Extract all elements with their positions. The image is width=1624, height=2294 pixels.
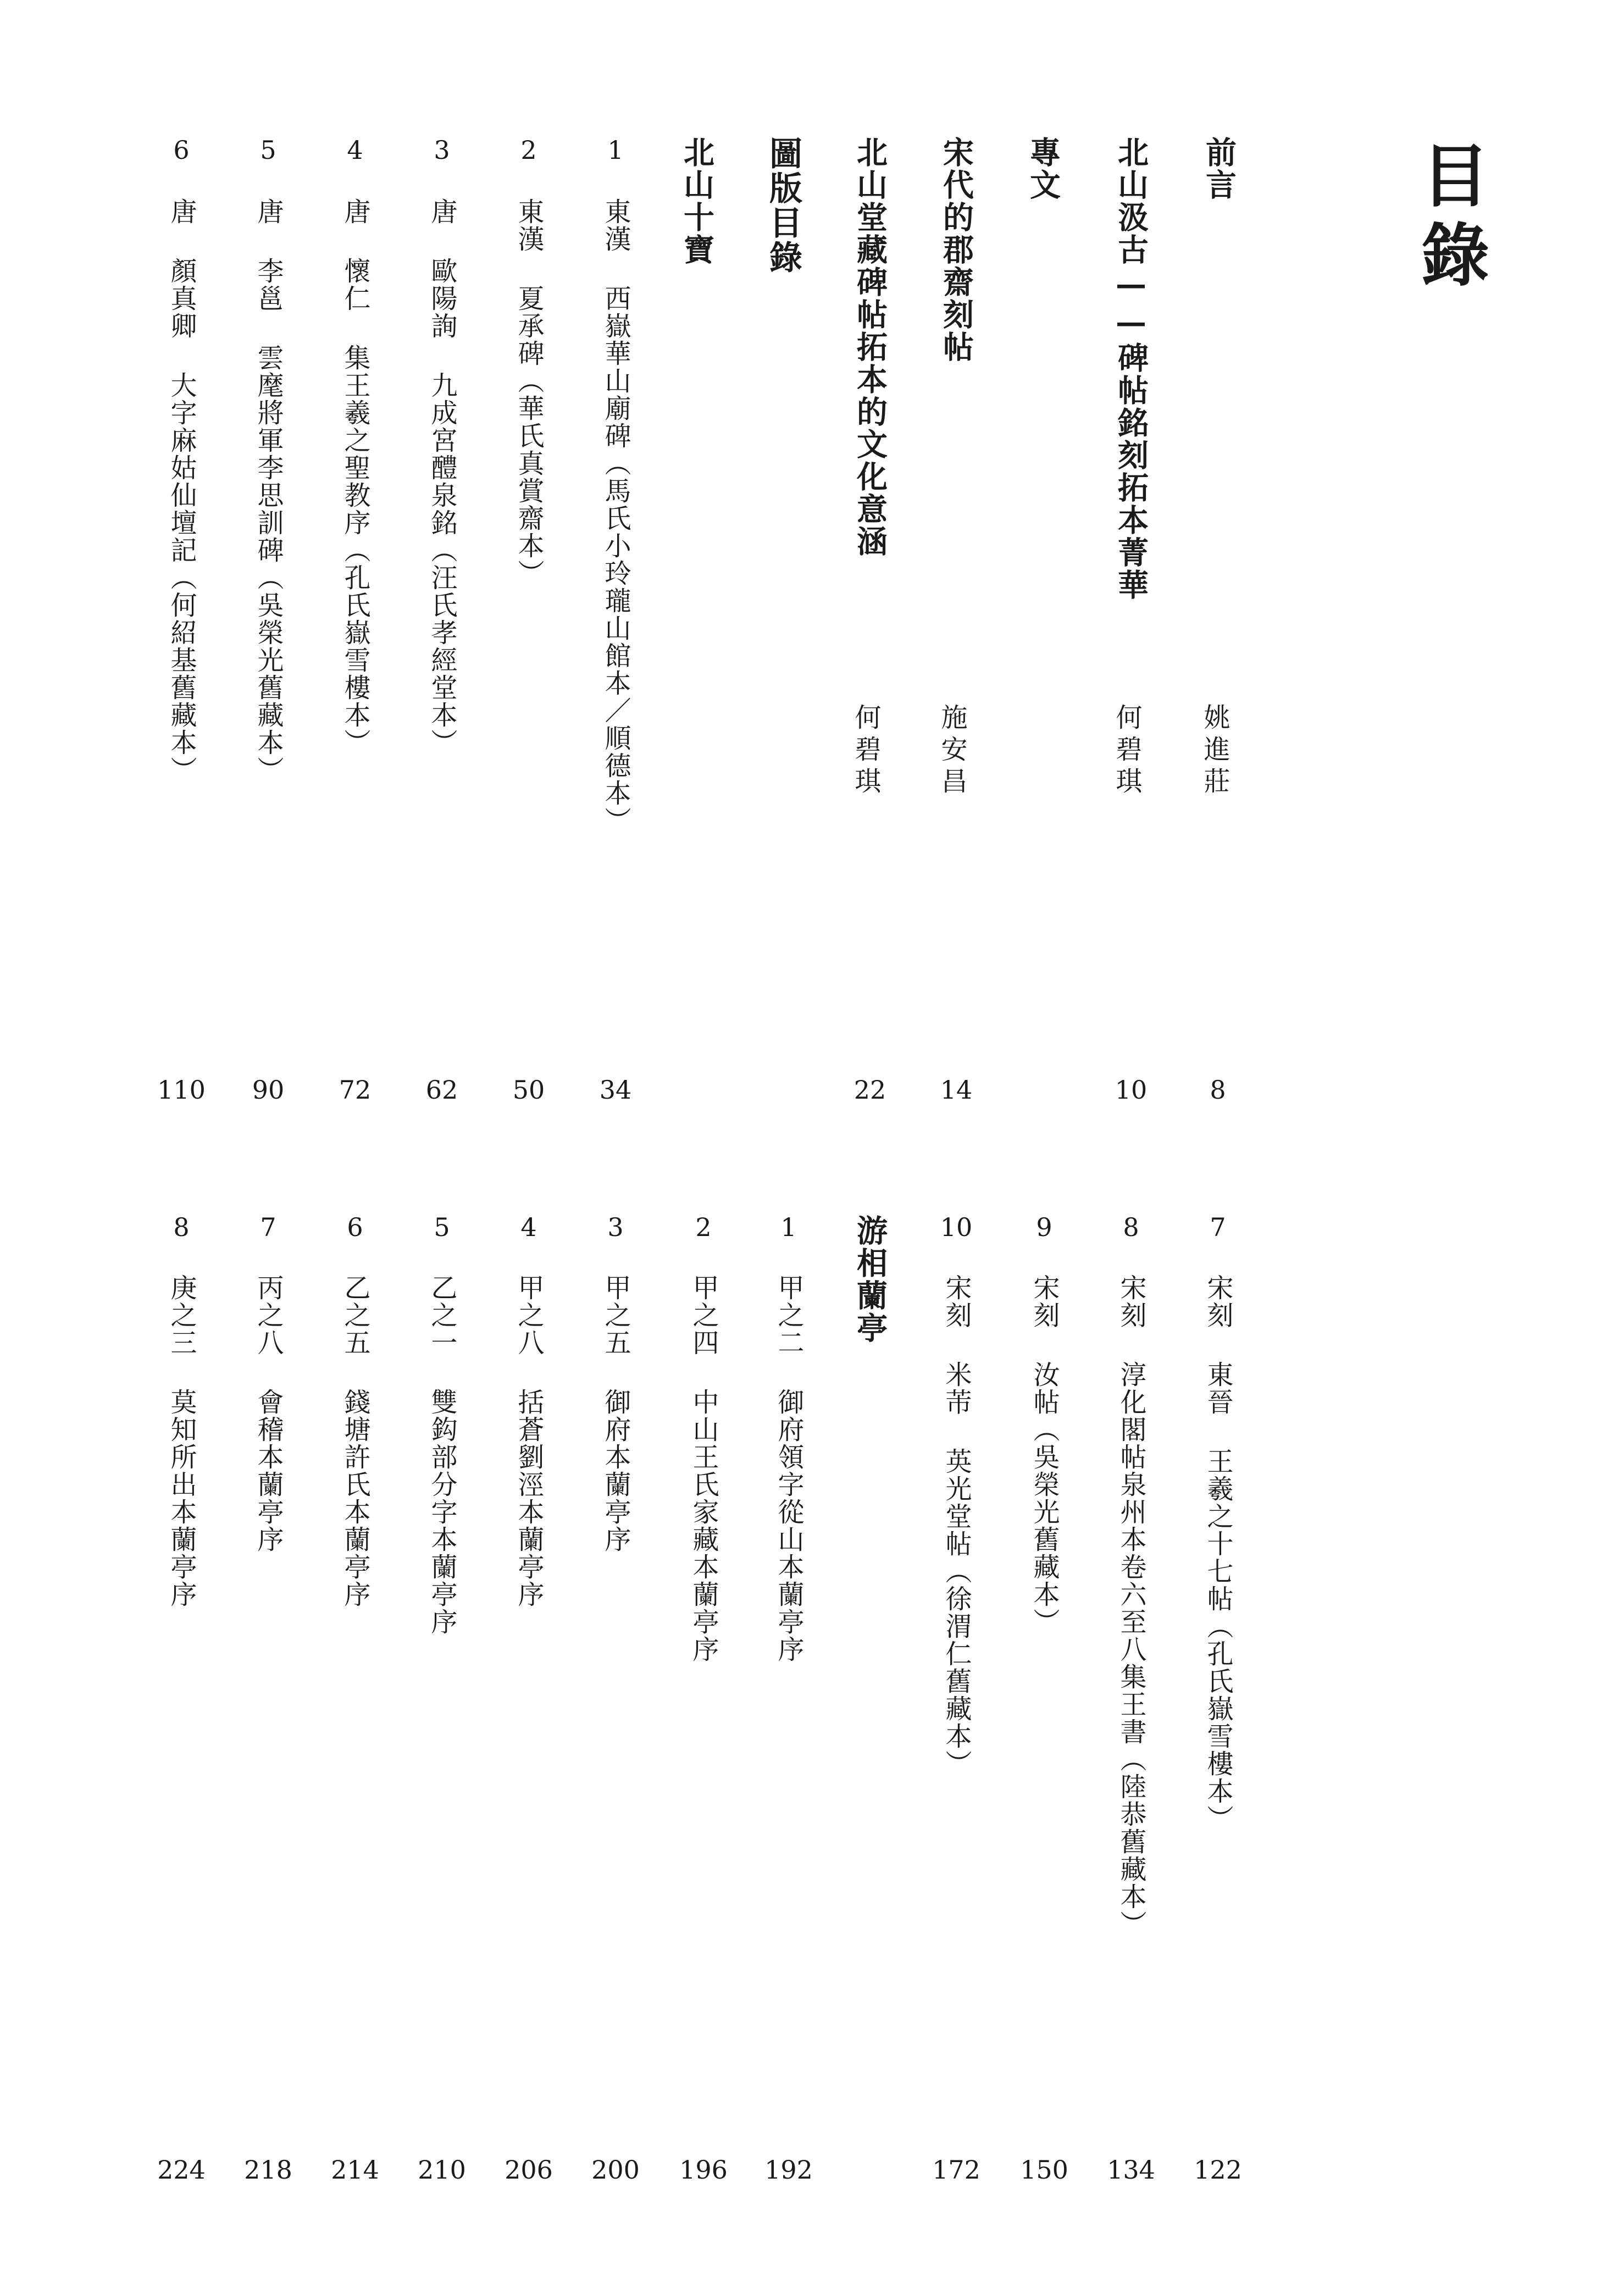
section-essay1-page: 14 xyxy=(940,1075,973,1105)
plate-title: 宋刻 東晉 王羲之十七帖（孔氏嶽雪樓本） xyxy=(1202,1274,1233,1832)
plate-number: 1 xyxy=(780,1212,797,1242)
plate-number: 4 xyxy=(347,135,363,165)
section-preface-author: 姚進莊 xyxy=(1199,703,1230,799)
plate-title: 甲之二 御府領字從山本蘭亭序 xyxy=(773,1274,804,1663)
plate-title: 宋刻 米芾 英光堂帖（徐渭仁舊藏本） xyxy=(941,1274,972,1777)
plate-title: 東漢 西嶽華山廟碑（馬氏小玲瓏山館本／順德本） xyxy=(600,198,631,834)
plate-page: 134 xyxy=(1107,2155,1155,2185)
page-title: 目錄 xyxy=(1410,140,1489,298)
plate-title: 唐 李邕 雲麾將軍李思訓碑（吳榮光舊藏本） xyxy=(253,198,284,784)
plate-title: 庚之三 莫知所出本蘭亭序 xyxy=(166,1274,197,1608)
plate-title: 唐 歐陽詢 九成宮醴泉銘（汪氏孝經堂本） xyxy=(426,198,457,756)
section-essay2-title: 北山堂藏碑帖拓本的文化意涵 xyxy=(852,136,888,558)
section-lanting-heading: 游相蘭亭 xyxy=(852,1215,888,1344)
plate-number: 4 xyxy=(520,1212,537,1242)
section-intro-page: 10 xyxy=(1115,1075,1148,1105)
section-essay2-page: 22 xyxy=(853,1075,886,1105)
plate-number: 7 xyxy=(260,1212,276,1242)
plate-number: 6 xyxy=(347,1212,363,1242)
plate-page: 200 xyxy=(591,2155,640,2185)
section-plates-heading: 圖版目錄 xyxy=(764,136,802,275)
plate-number: 5 xyxy=(434,1212,450,1242)
plate-page: 34 xyxy=(599,1075,632,1105)
plate-page: 72 xyxy=(339,1075,372,1105)
plate-title: 宋刻 淳化閣帖泉州本卷六至八集王書（陸恭舊藏本） xyxy=(1116,1274,1146,1938)
plate-page: 110 xyxy=(157,1075,206,1105)
plate-page: 192 xyxy=(764,2155,813,2185)
plate-title: 唐 顏真卿 大字麻姑仙壇記（何紹基舊藏本） xyxy=(166,198,197,784)
plate-page: 206 xyxy=(505,2155,553,2185)
plate-title: 乙之五 錢塘許氏本蘭亭序 xyxy=(340,1274,370,1608)
plate-number: 10 xyxy=(940,1212,973,1242)
plate-number: 5 xyxy=(260,135,276,165)
plate-title: 乙之一 雙鈎部分字本蘭亭序 xyxy=(426,1274,457,1636)
section-intro-title: 北山汲古——碑帖銘刻拓本菁華 xyxy=(1113,136,1149,601)
plate-number: 3 xyxy=(434,135,450,165)
section-essay2-author: 何碧琪 xyxy=(850,703,881,799)
section-essay1-author: 施安昌 xyxy=(936,703,967,799)
plate-title: 東漢 夏承碑（華氏真賞齋本） xyxy=(513,198,544,587)
plate-page: 196 xyxy=(679,2155,728,2185)
plate-number: 9 xyxy=(1036,1212,1052,1242)
plate-page: 122 xyxy=(1194,2155,1242,2185)
plate-page: 172 xyxy=(932,2155,980,2185)
plate-page: 218 xyxy=(244,2155,292,2185)
plate-page: 150 xyxy=(1020,2155,1068,2185)
section-preface-page: 8 xyxy=(1210,1075,1226,1105)
plate-title: 甲之八 括蒼劉涇本蘭亭序 xyxy=(513,1274,544,1608)
section-essay1-title: 宋代的郡齋刻帖 xyxy=(938,136,974,363)
plate-page: 62 xyxy=(425,1075,458,1105)
plate-number: 3 xyxy=(607,1212,624,1242)
plate-number: 8 xyxy=(173,1212,190,1242)
section-essays-heading: 專文 xyxy=(1025,136,1061,201)
section-preface-title: 前言 xyxy=(1201,136,1237,201)
plate-page: 50 xyxy=(512,1075,545,1105)
plate-number: 6 xyxy=(173,135,190,165)
plate-page: 210 xyxy=(418,2155,466,2185)
plate-title: 宋刻 汝帖（吳榮光舊藏本） xyxy=(1029,1274,1060,1636)
plate-title: 甲之五 御府本蘭亭序 xyxy=(600,1274,631,1553)
section-ten-treasures-heading: 北山十寶 xyxy=(679,136,715,266)
plate-number: 2 xyxy=(520,135,537,165)
plate-page: 90 xyxy=(252,1075,285,1105)
plate-title: 唐 懷仁 集王羲之聖教序（孔氏嶽雪樓本） xyxy=(340,198,370,756)
plate-page: 214 xyxy=(331,2155,379,2185)
plate-number: 2 xyxy=(695,1212,712,1242)
plate-page: 224 xyxy=(157,2155,206,2185)
plate-title: 丙之八 會稽本蘭亭序 xyxy=(253,1274,284,1553)
plate-title: 甲之四 中山王氏家藏本蘭亭序 xyxy=(688,1274,719,1663)
plate-number: 7 xyxy=(1210,1212,1226,1242)
plate-number: 1 xyxy=(607,135,624,165)
plate-number: 8 xyxy=(1123,1212,1139,1242)
section-intro-author: 何碧琪 xyxy=(1111,703,1142,799)
